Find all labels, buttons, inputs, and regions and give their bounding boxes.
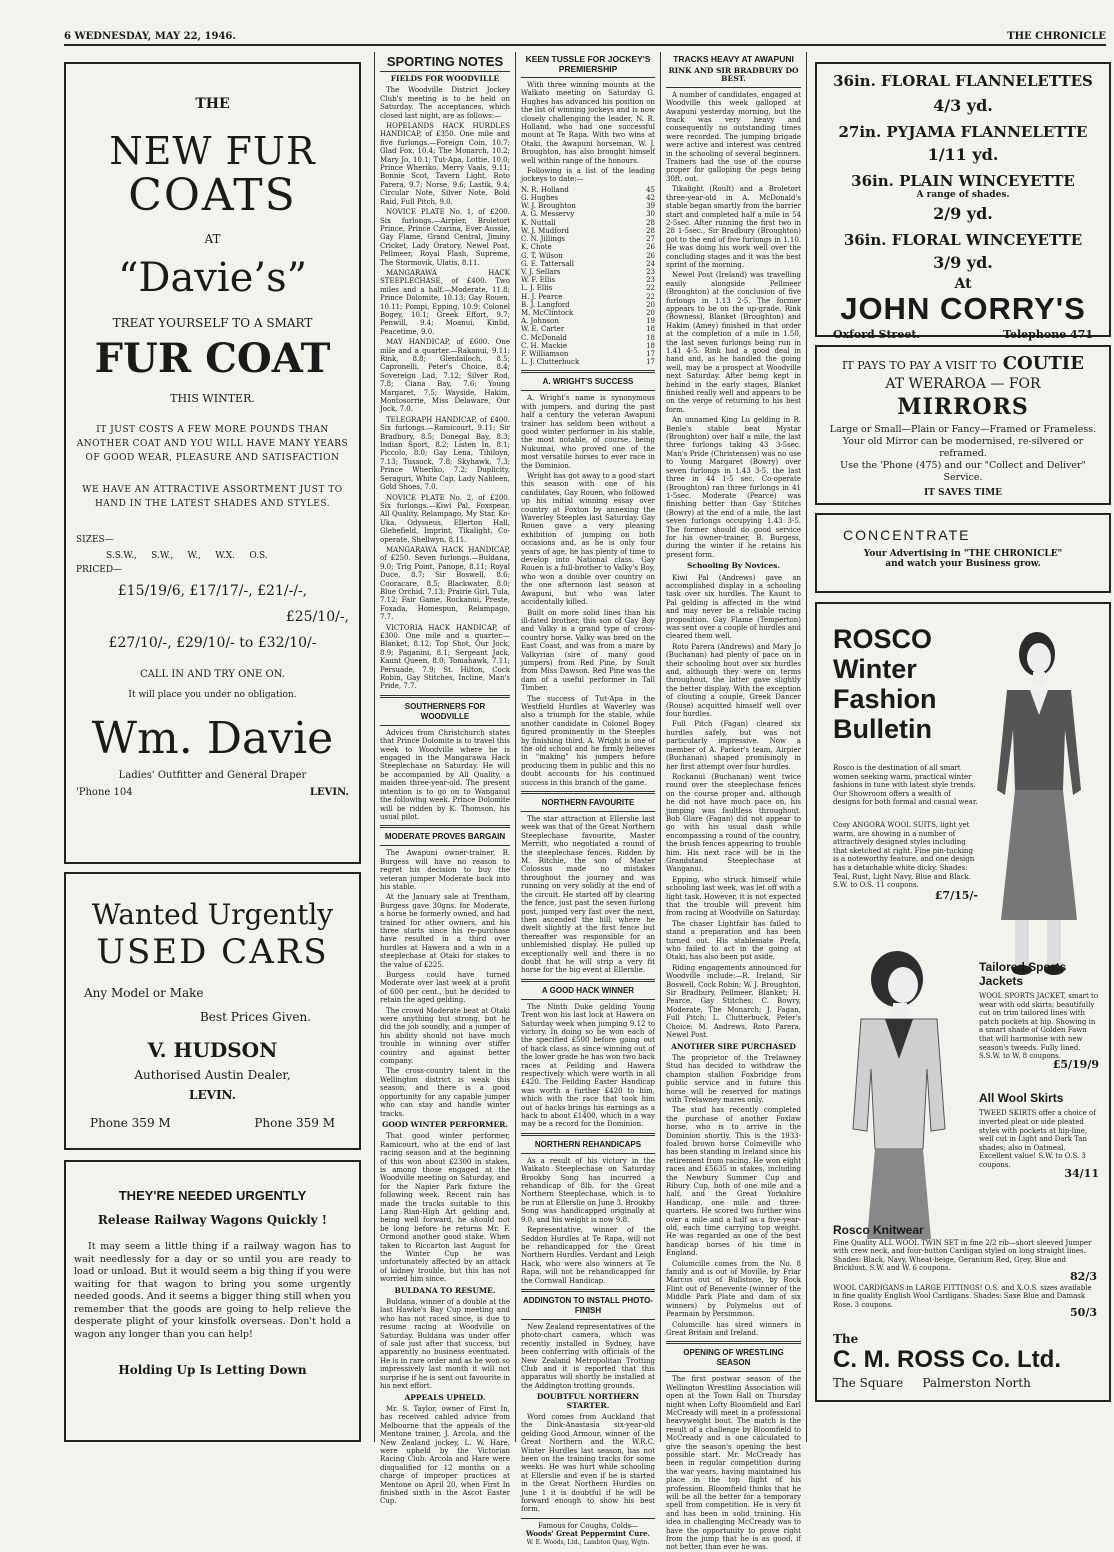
fur-wm-davie: Wm. Davie <box>91 713 334 764</box>
rosco-firm-name: C. M. ROSS Co. Ltd. <box>833 1346 1061 1373</box>
article-paragraph: As a result of his victory in the Waikato Steeplechase on Saturday Brookby Song has incurred a rehandicap of 8lb. for the Great Northern Steeplechase, which is to be run at Ellerslie on June 3. Brookby Song was handicapped originally at 9.0, and his weight is now 9.8. <box>521 1156 655 1224</box>
article-paragraph: Full Pitch (Fagan) cleared six hurdles safely, but was not particularly impressive. Now a member of A. Parker's team, Airpier (Buchanan) shaped promisingly in her first attempt over four hurdles. <box>666 720 801 771</box>
coutie-ad <box>815 345 1111 505</box>
corry-line3b: A range of shades. <box>916 190 1010 200</box>
list-item: A. Johnson 19 <box>521 317 655 326</box>
list-item: V. J. Sellars 23 <box>521 267 655 276</box>
article-paragraph: The Woodville District Jockey Club's meeting is to be held on Saturday. The acceptances, which closed last night, are as follows:— <box>380 86 510 120</box>
wagons-title: THEY'RE NEEDED URGENTLY <box>118 1188 307 1203</box>
rosco-knit-text: Fine Quality ALL WOOL TWIN SET in fine 2/2 rib—short sleeved Jumper with crew neck, and four-button Cardigan styled on long straight lines. Shades: Black, Navy, Wheat-beige, Geranium Red, Grey, Blue and Bricklust. S.W. and W. 6 coupons. <box>833 1238 1092 1273</box>
article-paragraph: That good winter performer, Ramicourt, who at the end of last racing season and at the beginning of this won about £2300 in stakes, is among those engaged at the Woodville meeting on Saturday, and for the Napier Park fixture the following week. Recent rain has made the tracks suitable to this Lang Rian-High Art gelding and, being well forward, he should not be long before he returns Mr. F. Ormond another good stake. When taken to Riccarton last August for the Winter Cup he was unfortunately affected by an attack of kidney trouble, but this has not worried him since. <box>380 1132 510 1284</box>
wright-head: A. WRIGHT'S SUCCESS <box>542 377 634 387</box>
divider <box>380 725 510 726</box>
divider <box>380 845 510 846</box>
article-paragraph: TELEGRAPH HANDICAP, of £400. Six furlongs.—Ramicourt, 9.11; Sir Bradbury, 8.5; Donegal Bay, 8.3; Indian Sport, 8.2; Listen In, 8.1; Piccolo, 8.0; Gay Lena, Tihiloyn, 7.13; Tussock, 7.8; Skyhawk, 7.3; Prince Wheriko, 7.2; Duplicity, Seraguri, White Cap, Lady Nahleen, Gold Shoes, 7.0. <box>380 415 510 492</box>
list-item: F. Williamson 17 <box>521 349 655 358</box>
article-paragraph: Columcille has sired winners in Great Britain and Ireland. <box>666 1320 801 1337</box>
article-paragraph: Word comes from Auckland that the Dink-Anastasia six-year-old gelding Good Armour, winner of the Great Northern and the W.R.C. Winter Hurdles last season, has not been on the training tracks for some weeks. He was hurt while schooling at Ellerslie and even if he is started in the Great Northern Hurdles on June 1 it is doubtful if he will be forward enough to show his best form. <box>521 1413 655 1514</box>
sporting-notes-column <box>380 54 510 1506</box>
article-paragraph: A. Wright's name is synonymous with jumpers, and during the past half a century the veteran Awapuni trainer has seldom been without a good winter performer in his stable, the most notable, of course, being Nukumai, who proved one of the most versatile horses to ever race in the Dominion. <box>521 394 655 470</box>
corry-at: At <box>954 276 972 292</box>
coutie-tag: IT SAVES TIME <box>923 488 1003 498</box>
cars-hudson: V. HUDSON <box>147 1038 278 1062</box>
jacket-illustration-icon <box>827 949 977 1249</box>
list-item: K. Chote 26 <box>521 243 655 252</box>
fur-obligation: It will place you under no obligation. <box>128 690 297 700</box>
article-paragraph: New Zealand representatives of the photo-chart camera, which was recently installed in Sydney, have been conferring with officials of the New Zealand Metropolitan Trotting Club and it is reported that this apparatus will shortly be installed at the Addington trotting grounds. <box>521 1322 655 1390</box>
list-item: L. J. Ellis 22 <box>521 284 655 293</box>
rosco-intro-text: Rosco is the destination of all smart women seeking warm, practical winter fashions in tune with latest style trends. Our Showroom offers a wealth of designs for both formal and casual wear. <box>833 764 978 807</box>
cars-phone-right: Phone 359 M <box>254 1116 335 1130</box>
corry-line2: 27in. PYJAMA FLANNELETTE <box>838 123 1088 141</box>
divider <box>521 1153 655 1154</box>
article-paragraph: Burgess could have turned Moderate over last week at a profit of 600 per cent., but he decided to retain the aged gelding. <box>380 971 510 1005</box>
divider <box>521 999 655 1000</box>
rosco-firm <box>833 1332 1097 1390</box>
article-paragraph: Advices from Christchurch states that Prince Dolomite is to travel this week to Woodville where he is engaged in the Mangarawa Hack Steeplechase on Saturday. He will be accompanied by All Quality, a maiden three-year-old. The present intention is to go on to Wanganui the following week. Prince Dolomite will be ridden by K. Thomson, his usual pilot. <box>380 728 510 821</box>
fur-phone: 'Phone 104 <box>76 787 133 798</box>
hack-winner-head: A GOOD HACK WINNER <box>541 985 635 995</box>
rosco-suits-text: Cosy ANGORA WOOL SUITS, light yet warm, are showing in a number of attractively designed styles including that sketched at right. Fine pin-tucking is a noteworthy feature, and one design has a detachable white dicky. Shades: Teal, Rust, Light Navy, Blue and Black. S.W. to O.S. 11 coupons. <box>833 820 975 890</box>
article-paragraph: A number of candidates, engaged at Woodville this week galloped at Awapuni yesterday morning, but the track was very heavy and consequently no outstanding times were recorded. The jumping brigade were active and interest was centred in the schooling of several beginners. Trainers had the use of the course proper for galloping the pegs being 30ft. out. <box>666 90 801 183</box>
woods-ad-l2: Woods' Great Peppermint Cure. <box>526 1529 650 1539</box>
cars-phones <box>74 1116 351 1130</box>
rosco-jackets-price: £5/19/9 <box>1052 1057 1099 1071</box>
divider <box>521 979 655 982</box>
list-item: W. J. Mudford 28 <box>521 226 655 235</box>
rosco-address: The Square Palmerston North <box>833 1376 1031 1390</box>
divider <box>521 370 655 373</box>
article-paragraph: The proprietor of the Trelawney Stud has decided to withdraw the champion stallion Foxbridge from public service and in future this horse will be reserved for matings with Trelawney mares only. <box>666 1053 801 1104</box>
rosco-bulletin: Bulletin <box>833 714 932 744</box>
article-paragraph: At the January sale at Trentham, Burgess gave 30gns. for Moderate, a horse he formerly owned, and had trained for other owners, and his three starts since his re-purchase have resulted in a third over hurdles at Hawera and a win in a steeplechase at Otaki for stakes to the value of £225. <box>380 893 510 969</box>
divider <box>521 1319 655 1320</box>
cars-any: Any Model or Make <box>84 986 204 1000</box>
list-item: N. R. Holland 45 <box>521 185 655 194</box>
awapuni-head: TRACKS HEAVY AT AWAPUNI <box>673 54 794 64</box>
article-paragraph: Buldana, winner of a double at the last Hawke's Bay Cup meeting and who has not raced since, is due to resume racing at Woodville on Saturday. Buldana was under offer of sale just after that success, but apparently no business eventuated. He is in rare order and as he won so impressively last month it will not surprise if he is sent out favourite in his next effort. <box>380 1298 510 1391</box>
article-paragraph: An unnamed King Lu gelding in R. Benle's stable beat Mystar (Broughton) over half a mile, the last three furlongs taking 43 3-5sec. Man's Pride (Christensen) was no use to Young Margaret (Bowry) over seven furlongs in 1.43 3-5, the last three in 44 1-5 sec. Co-operate (Broughton) ran three furlongs in 41 1-5sec. Moderate (Pearce) was finishing better than Gay Stitches (Bowry) at the end of a mile, the last seven furlongs occupying 1.43 3-5. The former should do good service for his owner-trainer, B. Burgess, during the winter if he retains his present form. <box>666 416 801 559</box>
list-item: K. Nuttall 28 <box>521 218 655 227</box>
john-corry-ad <box>815 62 1111 341</box>
divider <box>666 87 801 88</box>
cars-wanted: Wanted Urgently <box>91 898 334 931</box>
corry-price3: 2/9 yd. <box>933 204 993 223</box>
fur-levin: LEVIN. <box>309 787 349 798</box>
article-paragraph: HOPELANDS HACK HURDLES HANDICAP, of £350. One mile and five furlongs.—Foreign Coin, 10.7; Glad Fox, 10.4; The Monarch, 10.2; Mary Jo, 10.1; Tut-Apa, Lottie, 10.0; Prince Wheriko, Merry Vaals, 9.11; Bonnie Scot, Tavern Light, Roto Parera, 9.7; Norse, 9.6; Lastik, 9.4; Circular Note, Silver Note, Bold Raid, Full Pitch, 9.0. <box>380 122 510 206</box>
list-item: W. F. Ellis 23 <box>521 276 655 285</box>
fur-prices3: £27/10/-, £29/10/- to £32/10/- <box>108 635 317 651</box>
rosco-skirts-head: All Wool Skirts <box>979 1091 1064 1106</box>
coutie-l2: AT WERAROA — FOR <box>885 376 1041 392</box>
fur-the: THE <box>195 96 230 112</box>
coutie-l3: MIRRORS <box>897 394 1029 420</box>
corry-tel: Telephone 471 <box>1003 328 1093 341</box>
list-item: W. E. Carter 18 <box>521 325 655 334</box>
schooling-sub: Schooling By Novices. <box>687 561 780 571</box>
list-item: B. J. Langford 20 <box>521 300 655 309</box>
fur-coat-heading: FUR COAT <box>94 335 331 382</box>
article-paragraph: Roto Parera (Andrews) and Mary Jo (Buchanan) had plenty of pace on in their schooling bout over six hurdles and, although they were on terms throughout, the latter gave slightly the better display. With the exception of clouting a couple, Greek Dancer (Rouse) acquitted himself well over four hurdles. <box>666 642 801 719</box>
corry-street: Oxford Street. <box>833 328 921 341</box>
coutie-l1b: COUTIE <box>1002 353 1084 374</box>
wrestling-head: OPENING OF WRESTLING SEASON <box>683 1348 784 1368</box>
cars-used: USED CARS <box>96 932 329 972</box>
fur-sizes-label: SIZES— <box>76 535 114 545</box>
good-winter-sub: GOOD WINTER PERFORMER. <box>381 1119 509 1129</box>
list-item: A. G. Messervy 30 <box>521 210 655 219</box>
coutie-use: Use the 'Phone (475) and our "Collect and Deliver" Service. <box>840 460 1086 483</box>
masthead-title: THE CHRONICLE <box>1007 31 1106 42</box>
article-paragraph: Epping, who struck himself while schooling last week, was let off with a light task. However, it is not expected that the trouble will prevent him from racing at Woodville on Saturday. <box>666 875 801 918</box>
article-paragraph: The crowd Moderate beat at Otaki were anything but strong, but he did the job soundly, and a jumper of his ability should not have much trouble in winning over stiffer country and against better company. <box>380 1006 510 1066</box>
rosco-cardigans-price: 50/3 <box>1070 1306 1097 1320</box>
article-paragraph: Representative, winner of the Seddon Hurdles at Te Rapa, will not be rehandicapped for the Great Northern Hurdles. Verdant and Leigh Hack, who were also winners at Te Rapa, will not be rehandicapped for the Cornwall Handicap. <box>521 1226 655 1285</box>
rosco-the: The <box>833 1332 859 1346</box>
awapuni-column <box>666 54 801 1552</box>
divider <box>380 825 510 828</box>
list-item: L. J. Clutterbuck 17 <box>521 358 655 367</box>
rosco-skirts-text: TWEED SKIRTS offer a choice of inverted pleat or side pleated styles with pockets at hip-line, well cut in Light and Dark Tan shades; also in Oatmeal. Excellent value! S.W. to O.S. 3 coupons. <box>979 1109 1096 1169</box>
corry-line3: 36in. PLAIN WINCEYETTE <box>851 172 1075 190</box>
jockey-list <box>521 186 655 366</box>
corry-name: JOHN CORRY'S <box>840 291 1086 326</box>
awapuni-sub: RINK AND SIR BRADBURY DO BEST. <box>668 66 799 84</box>
article-paragraph: The stud has recently completed the purchase of another Foxlaw horse, who is to arrive in the Dominion shortly. This is the 1933-foaled brown horse Colmeville who has been standing in Ireland since his retirement from racing. He won eight races and £5635 in stakes, including the Newbury Summer Cup and Ribury Cup, both of one mile and a half, and the Great Yorkshire Handicap, one mile and three-quarters. He scored two further wins over a mile and a half as a five-year-old, each time carrying top weight. He was regarded as one of the best handicap horses of his time in England. <box>666 1106 801 1258</box>
fur-sizes <box>76 535 349 575</box>
list-item: C. N. Jillings 27 <box>521 235 655 244</box>
fur-outfitter: Ladies' Outfitter and General Draper <box>118 770 307 781</box>
divider <box>521 390 655 391</box>
list-item: G. T. Wilson 26 <box>521 251 655 260</box>
article-paragraph: Mr. S. Taylor, owner of First In, has received cabled advice from Melbourne that the appeals of the Mentone trainer, J. Arcola, and the New Zealand jockey, L. W. Hare, were upheld by the Victorian Racing Club. Arcola and Hare were disqualified for 12 months on a charge of improper practices at Mentone on April 20, when First In finished sixth in the Ascot Easter Cup. <box>380 1404 510 1506</box>
fur-treat: TREAT YOURSELF TO A SMART <box>112 316 313 330</box>
corry-line1: 36in. FLORAL FLANNELETTES <box>833 72 1093 90</box>
corry-line4: 36in. FLORAL WINCEYETTE <box>843 231 1083 249</box>
article-paragraph: The chaser Lightfair has failed to stand a preparation and has been turned out. His stablemate Prefa, who failed to act in the going at Otaki, has also been put aside. <box>666 919 801 962</box>
article-paragraph: VICTORIA HACK HANDICAP, of £300. One mile and a quarter.—Blanket, 8.12; Top Shot, Our Jock, 8.9; Paganini, 8.1; Sergeant Jack, Kaunt Queen, 8.0; Tomahawk, 7.11; Persuade, 7.9; St. Hilton, Cock Robin, Gay Stitches, Incline, Man's Pride, 7.7. <box>380 623 510 691</box>
article-paragraph: Wright has got away to a good start this season with one of his candidates, Gay Rouen, who followed up his initial winning essay over country at Foxton by annexing the Waverley Steeples last Saturday. Gay Rouen gave a very pleasing exhibition of jumping on both occasions and, as he is only four years of age, he has plenty of time to develop into National class. Gay Rouen is a full-brother to Valky's Boy, who won a double over country on the one afternoon last season at Awapuni, but who was later accidentally killed. <box>521 472 655 607</box>
column-rule <box>660 52 661 1442</box>
southerners-head: SOUTHERNERS FOR WOODVILLE <box>404 701 486 721</box>
rosco-title: ROSCO <box>833 624 933 654</box>
article-paragraph: NOVICE PLATE No. 1, of £200. Six furlongs.—Airpier, Broletort Prince, Prince Czarina, Ever Aussie, Gay Flame, Grand Central, Jiminy Cricket, Lady Oratory, Newel Post, Pellmeer, Royal Flash, Supreme, The Stormovik, Ulatis, 8.11. <box>380 208 510 267</box>
northern-fav-head: NORTHERN FAVOURITE <box>541 798 635 808</box>
woods-ad-l1: Famous for Coughs, Colds— <box>537 1521 639 1530</box>
rosco-jackets-head: Tailored Sports Jackets <box>979 960 1067 988</box>
fur-priced-label: PRICED— <box>76 565 123 575</box>
fur-new-fur: NEW FUR <box>109 129 316 173</box>
rosco-knit-price: 82/3 <box>1070 1269 1097 1283</box>
article-paragraph: The star attraction at Ellerslie last week was that of the Great Northern Steeplechase favourite, Master Merritt, who negotiated a round of the steeplechase fences. Ridden by M. Ritchie, the son of Master Colossus made no mistakes throughout the journey and was running on very solidly at the end of the circuit. He started off by clearing the fence, just past the seven furlong post, jumped very fast over the next, then ascended the hill, where he dwelt slightly at the first fence but thereafter was responsible for an unblemished display. He pulled up exceptionally well and there is no doubt that he will strip a very fit horse for the big event at Ellerslie. <box>521 815 655 975</box>
rosco-knit-head: Rosco Knitwear <box>833 1223 924 1237</box>
fur-para2: WE HAVE AN ATTRACTIVE ASSORTMENT JUST TO HAND IN THE LATEST SHADES AND STYLES. <box>82 485 343 509</box>
rosco-skirts-price: 34/11 <box>1064 1166 1099 1180</box>
rosco-suits-price: £7/15/- <box>934 888 978 902</box>
list-item: M. McClintock 20 <box>521 308 655 317</box>
cars-levin: LEVIN. <box>189 1088 236 1102</box>
rosco-heading <box>833 624 953 744</box>
buldana-sub: BULDANA TO RESUME. <box>394 1285 496 1295</box>
sire-sub: ANOTHER SIRE PURCHASED <box>671 1041 796 1051</box>
corry-price4: 3/9 yd. <box>933 253 993 272</box>
fur-para1: IT JUST COSTS A FEW MORE POUNDS THAN ANOTHER COAT AND YOU WILL HAVE MANY YEARS OF GOOD WEAR, PLEASURE AND SATISFACTION <box>76 425 349 463</box>
article-paragraph: Newel Post (Ireland) was travelling easily alongside Pellmeer (Broughton) at the conclusion of five furlongs in 1.13 2-5. The former appears to be on the up-grade. Rink (Bowness), Blanket (Broughton) and Hakim (Amey) finished in that order at the completion of a mile in 1.50, the last seven furlongs being run in 1.41 4-5. Rink had a good deal in hand and, as he handled the going well, may be a prospect at Woodville next Saturday. After being kept in behind in the early stages, Blanket finished really well and appears to be on the verge of returning to his best form. <box>666 271 801 414</box>
column-rule <box>515 52 516 1442</box>
fields-woodville-sub: FIELDS FOR WOODVILLE <box>390 74 500 83</box>
divider <box>521 791 655 794</box>
corry-contact <box>823 328 1103 341</box>
wagons-footer: Holding Up Is Letting Down <box>118 1363 307 1377</box>
keen-tussle-head: KEEN TUSSLE FOR JOCKEY'S PREMIERSHIP <box>525 54 651 74</box>
article-paragraph: With three winning mounts at the Waikato meeting on Saturday G. Hughes has advanced his position on the list of winning jockeys and is now closely challenging the leader, N. R. Holland, who had one successful mount at Te Rapa. With two wins at Otaki, the Awapuni horseman, W. J. Broughton, has also brought himself well within range of the honours. <box>521 81 655 165</box>
article-paragraph: The first postwar season of the Wellington Wrestling Association will open at the Town Hall on Thursday night when Lofty Bloomfield and Earl McCready will meet in a professional heavyweight bout. The match is the result of a challenge by Bloomfield to McCready and is one calculated to give the season's opening the best possible start. Mr. McCready has been in regular competition during the war years, having maintained his place in the top flight of his profession. Bloomfield thinks that he will be all the better for a temporary spell from competition. He is very fit and has been in solid training. His idea in challenging McCready was to have the opportunity to prove right from the jump that he is as good, if not better, than ever he was. <box>666 1375 801 1552</box>
divider <box>666 1341 801 1344</box>
divider <box>521 1133 655 1136</box>
moderate-head: MODERATE PROVES BARGAIN <box>384 832 506 842</box>
woods-ad-l3: W. E. Woods, Ltd., Lambton Quay, Wgtn. <box>526 1538 650 1546</box>
article-paragraph: Tikalight (Roult) and a Broletort three-year-old in A. McDonald's stable began smartly from the barrier start and completed half a mile in 54 2-5sec. After running the first two in 28 1-5sec., Sir Bradbury (Broughton) got to the end of five furlongs in 1.10. He was doing his work well over the concluding stages and it was the best sprint of the morning. <box>666 185 801 269</box>
corry-price2: 1/11 yd. <box>927 145 999 164</box>
fur-davies: “Davie’s” <box>117 255 308 301</box>
concentrate-l1: Your Advertising in "THE CHRONICLE" <box>863 549 1063 559</box>
rosco-fashion: Fashion <box>833 684 937 714</box>
wagons-subtitle: Release Railway Wagons Quickly ! <box>97 1213 328 1227</box>
article-paragraph: MANGARAWA HACK STEEPLECHASE, of £400. Two miles and a half.—Moderate, 11.8; Prince Dolomite, 10.13; Gay Rouen, 10.11; Pompi, Epping, 10.9; Colonel Bogey, 10.1; Greek Effort, 9.7; Penwill, 9.4; Moanui, Kinlid, Peacetime, 9.0. <box>380 268 510 336</box>
railway-wagons-ad <box>64 1160 361 1442</box>
article-paragraph: MANGARAWA HACK HANDICAP, of £250. Seven furlongs.—Buldana, 9.0; Trig Point, Panope, 8.11; Royal Duce, 8.7; Sir Boswell, 8.6; Cooracare, 8.5; Blackwater, 8.0; Blue Orchid, 7.13; Prairie Girl, Tula, 7.12; Fair Game, Rockanui, Preste, Foxada, Homespun, Relampago, 7.7. <box>380 545 510 622</box>
rosco-winter: Winter <box>833 654 917 684</box>
used-cars-ad <box>64 872 361 1150</box>
rehandicaps-head: NORTHERN REHANDICAPS <box>534 1139 642 1149</box>
article-paragraph: Riding engagements announced for Woodville include:—R. Ireland, Sir Boswell, Cock Robin; W. J. Broughton, Sir Bradbury, Pellmeer, Blanket; H. Pearce, Gay Stitches; C. Bowry, Moderate, The Monarch; J. Fagan, Full Pitch; L. Clutterbuck, Peter's Choice; M. Andrews, Roto Parera, Newel Post. <box>666 963 801 1040</box>
article-paragraph: The success of Tut-Apa in the Westfield Hurdles at Waverley was also a triumph for the stable, while another candidate in Colonel Bogey figured prominently in the Steeples by finishing third. A. Wright is one of the old school and he firmly believes in "making" his jumpers before producing them in public and this no doubt accounts for his continued success in this branch of the game. <box>521 694 655 787</box>
corry-price1: 4/3 yd. <box>933 96 993 115</box>
column-rule <box>374 52 375 1442</box>
divider <box>521 77 655 78</box>
fur-at: AT <box>204 232 221 246</box>
article-paragraph: Kiwi Pal (Andrews) gave an accomplished display in a schooling task over six hurdles. The Kaunt to Pal gelding is affected in the wind and may never be a reliable racing proposition. Gay Flame (Temperton) was sent over a couple of hurdles and cleared them well. <box>666 573 801 641</box>
coutie-line1 <box>823 353 1103 374</box>
article-paragraph: The Ninth Duke gelding Young Trent won his last lock at Hawera on Saturday week when jumping 9.12 to victory. In doing so he won each of the specified £500 before going out of hack class, as since winning out of the lower grade he has won two back races at Feilding and Hawera respectively which were worth in all £420. The Feilding Easter Handicap was worth a further £420 to him, which with the race that took him out of hacks brings his earnings as a hack to about £1400, which in a way may be a record for the Dominion. <box>521 1002 655 1129</box>
masthead <box>64 30 1106 46</box>
column-rule <box>806 52 807 1442</box>
article-paragraph: Built on more solid lines than his ill-fated brother, this son of Gay Boy and Valky is a grand type of cross-country horse. Valky was bred on the East Coast, and was from a mare by Valkyrian (sire of many good jumpers) from Red Pine, by Soult from Miss Dawson. Red Pine was the dam of a useful performer in Tall Timber. <box>521 608 655 693</box>
woods-ad <box>521 1518 655 1547</box>
divider <box>521 1289 655 1292</box>
fur-prices2: £25/10/-, <box>285 609 349 625</box>
list-item: G. E. Tattersall 24 <box>521 259 655 268</box>
article-paragraph: Columcille comes from the No. 8 family and is out of Moville, by Friar Marcus out of Bullstone, by Rock Flint out of Benevente (winner of the Middle Park Plate and dam of six winners) by Polymelus out of Pearmain by Persimmon. <box>666 1259 801 1319</box>
cars-phone-left: Phone 359 M <box>90 1116 171 1130</box>
rosco-jackets-text: WOOL SPORTS JACKET, smart to wear with odd skirts; beautifully cut on trim tailored lines with patch pockets at hip. Showing in a smart shade of Golden Fawn that will harmonise with new season's tweeds. Fully lined. S.S.W. to W. 8 coupons. <box>979 992 1099 1061</box>
suit-illustration-icon <box>985 620 1095 980</box>
article-paragraph: The cross-country talent in the Wellington district is weak this season, and there is a good opportunity for any capable jumper who can stay and handle winter tracks. <box>380 1067 510 1118</box>
sporting-notes-head: SPORTING NOTES <box>380 54 510 72</box>
fur-prices1: £15/19/6, £17/17/-, £21/-/-, <box>117 583 308 599</box>
cars-dealer: Authorised Austin Dealer, <box>134 1068 291 1082</box>
list-item: C. McDonald 18 <box>521 333 655 342</box>
rosco-knitwear <box>833 1223 1097 1320</box>
article-paragraph: The Awapuni owner-trainer, B. Burgess will have no reason to regret his decision to buy the veteran jumper Moderate back into his stable. <box>380 849 510 891</box>
rosco-ad <box>815 602 1111 1402</box>
list-item: C. H. Mackie 18 <box>521 341 655 350</box>
masthead-date: 6 WEDNESDAY, MAY 22, 1946. <box>64 31 236 42</box>
photo-finish-head: ADDINGTON TO INSTALL PHOTO-FINISH <box>523 1295 653 1315</box>
rosco-cardigans-text: WOOL CARDIGANS in LARGE FITTINGS! O.S. and X.O.S. sizes available in fine quality English Wool Cardigans. Shades: Saxe Blue and Damask Rose. 3 coupons. <box>833 1283 1092 1309</box>
doubtful-sub: DOUBTFUL NORTHERN STARTER. <box>536 1392 640 1410</box>
article-paragraph: Rockanui (Buchanan) went twice round over the steeplechase fences on the course proper and, although he did not have much pace on, his jumping was faultless throughout. Bob Glare (Fagan) did not appear to go with his usual dash while encompassing a round of the country, the brush fences appearing to trouble him. His next race will be in the Grandstand Steeplechase at Wanganui. <box>666 772 801 874</box>
article-paragraph: NOVICE PLATE No. 2, of £200. Six furlongs.—Kiwi Pal, Foxspear, All Quality, Relampago, My Star, Ko-Uka, Odysseus, Ellerton Hall, Glebefield, Imprint, Tikalight, Co-operate, Shellwyn, 8.11. <box>380 493 510 544</box>
fur-call: CALL IN AND TRY ONE ON. <box>140 669 285 680</box>
appeals-sub: APPEALS UPHELD. <box>404 1392 486 1402</box>
rosco-jackets <box>979 960 1099 1178</box>
coutie-body: Large or Small—Plain or Fancy—Framed or Frameless. Your old Mirror can be modernised, re-silvered or reframed. <box>829 424 1097 459</box>
wagons-body: It may seem a little thing if a railway wagon has to wait needlessly for a day or so until you are ready to load or unload. But it would seem a big thing if you were waiting for that wagon to bring you some urgently needed goods. And it seems a bigger thing still when you remember that the goods are going to help relieve the desperate plight of your kinsfolk overseas. Don't hold a wagon any longer than you can help! <box>74 1241 351 1340</box>
list-item: W. J. Broughton 39 <box>521 202 655 211</box>
jockeys-column <box>521 54 655 1546</box>
article-paragraph: MAY HANDICAP, of £600. One mile and a quarter.—Rakanui, 9.11; Rink, 8.8; Glenfailoch, 8.5; Capronelli, Peter's Choice, 8.4; Sovereign Lad, 7.12; Silver Rod, 7.8; Ciana Bay, 7.6; Young Margaret, 7.5; Wayside, Hakim, Montosorrie, Miss Delaware, Our Jock, 7.0. <box>380 338 510 414</box>
concentrate-ad <box>815 513 1111 593</box>
rosco-intro <box>833 764 978 900</box>
concentrate-title: CONCENTRATE <box>843 527 971 543</box>
fur-sizes-list: S.S.W., S.W., W., W.X. O.S. <box>106 551 268 561</box>
article-paragraph: Following is a list of the leading jockeys to date:— <box>521 167 655 184</box>
divider <box>521 811 655 812</box>
coutie-l1a: IT PAYS TO PAY A VISIT TO <box>842 359 997 372</box>
concentrate-l2: and watch your Business grow. <box>885 559 1041 569</box>
fur-coats-ad <box>64 62 361 864</box>
fur-this-winter: THIS WINTER. <box>170 392 255 405</box>
cars-best: Best Prices Given. <box>199 1010 311 1024</box>
divider <box>666 1371 801 1372</box>
divider <box>380 695 510 698</box>
list-item: H. J. Pearce 22 <box>521 292 655 301</box>
fur-contact <box>76 787 349 798</box>
fur-coats: COATS <box>128 170 297 221</box>
list-item: G. Hughes 42 <box>521 194 655 203</box>
